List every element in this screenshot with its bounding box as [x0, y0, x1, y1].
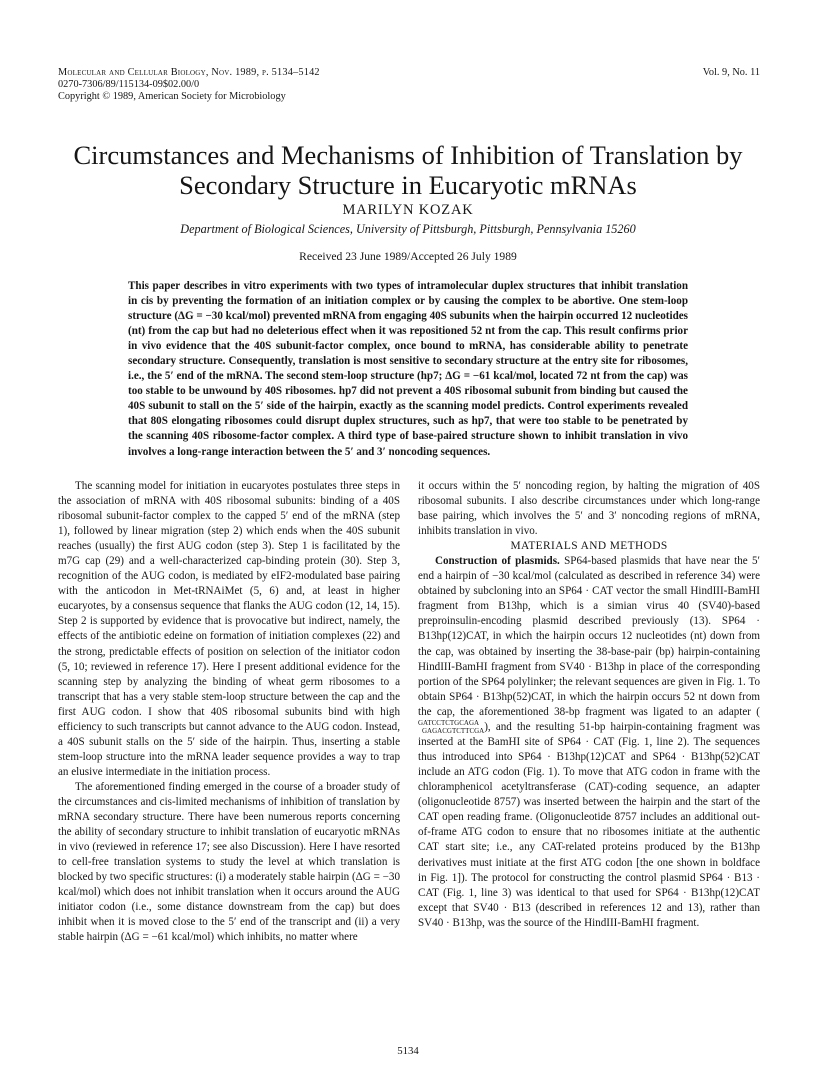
methods-subheading: Construction of plasmids.	[435, 555, 560, 568]
author-affiliation: Department of Biological Sciences, University of Pittsburgh, Pittsburgh, Pennsylvania 15260	[180, 222, 636, 236]
title-line-2: Secondary Structure in Eucaryotic mRNAs	[179, 170, 637, 200]
section-heading: MATERIALS AND METHODS	[510, 540, 668, 553]
received-accepted-dates: Received 23 June 1989/Accepted 26 July 1989	[299, 250, 517, 263]
methods-text-b: ), and the resulting 51-bp hairpin-containing fragment was inserted at the BamHI site of SP64 · CAT (Fig. 1, line 2). The sequences thus introduced into SP64 · B13hp(12)CAT and SP64 · B13hp(52)CAT include an ATG codon (Fig. 1). To move that ATG codon in frame with the chloramphenicol acetyltransferase (CAT)-coding sequence, an adapter (oligonucleotide 8757) was inserted between the hairpin and the start of the CAT open reading frame. (Oligonucleotide 8757 includes an additional out-of-frame ATG codon to ensure that no ribosomes initiate at the authentic CAT start site; i.e., any CAT-related proteins produced by the B13hp derivatives must initiate at the first ATG codon [the one shown in boldface in Fig. 1]). The protocol for constructing the control plasmid SP64 · B13 · CAT (Fig. 1, line 3) was identical to that used for SP64 · B13hp(12)CAT except that SV40 · B13 (described in references 12 and 13), rather than SV40 · B13hp, was the source of the HindIII-BamHI fragment.	[418, 720, 760, 929]
left-column	[58, 479, 400, 945]
intro-paragraph-1: The scanning model for initiation in eucaryotes postulates three steps in the association of mRNA with 40S ribosomal subunits: binding of a 40S ribosomal subunit-factor complex to the capped 5′ end of the mRNA (step 1), followed by linear migration (step 2) which ends when the 40S subunit reaches (usually) the first AUG codon (step 3). Step 1 is facilitated by the m7G cap (29) and a well-characterized cap-binding protein (30). Step 3, recognition of the AUG codon, is mediated by eIF2-modulated base pairing with the anticodon in Met-tRNAiMet (5, 6) and, at least in higher eucaryotes, by a consensus sequence that flanks the AUG codon (12, 14, 15). Step 2 is supported by evidence that is provocative but indirect, namely, the effects of the antibiotic edeine on formation of initiation complexes (22) and the strong, predictable effects of position on selection of the initiator codon (5, 10; reviewed in reference 17). Here I present additional evidence for the scanning step by analyzing the binding of wheat germ ribosomes to a transcript that has a very stable stem-loop structure between the cap and the first AUG codon. I show that 40S ribosomal subunits bind with high efficiency to such transcripts but cannot advance to the AUG codon. Instead, a 40S subunit stalls on the 5′ side of the hairpin. Thus, inserting a stable stem-loop structure into the mRNA leader sequence provides a way to trap an elusive intermediate in the initiation process.	[58, 480, 400, 778]
methods-paragraph-1	[418, 554, 760, 931]
page-number: 5134	[397, 1045, 419, 1057]
abstract: This paper describes in vitro experiments with two types of intramolecular duplex structures that inhibit translation in cis by preventing the formation of an initiation complex or by causing the complex to be abortive. One stem-loop structure (ΔG = −30 kcal/mol) prevented mRNA from engaging 40S subunits when the hairpin occurred 12 nucleotides (nt) from the cap but had no deleterious effect when it was repositioned 52 nt from the cap. This result confirms prior in vivo evidence that the 40S subunit-factor complex, once bound to mRNA, has considerable ability to penetrate secondary structure. Consequently, translation is most sensitive to secondary structure at the entry site for ribosomes, i.e., the 5′ end of the mRNA. The second stem-loop structure (hp7; ΔG = −61 kcal/mol, located 72 nt from the cap) was too stable to be unwound by 40S ribosomes. hp7 did not prevent a 40S ribosomal subunit from binding but caused the 40S subunit to stall on the 5′ side of the hairpin, exactly as the scanning model predicts. Control experiments revealed that 80S elongating ribosomes could disrupt duplex structures, such as hp7, that were too stable to be penetrated by the scanning 40S ribosome-factor complex. A third type of base-paired structure shown to inhibit translation in vivo involves a long-range interaction between the 5′ and 3′ noncoding sequences.	[128, 280, 688, 458]
author-name: MARILYN KOZAK	[342, 202, 474, 218]
adapter-bottom-strand: GAGACGTCTTCGA	[422, 726, 485, 735]
adapter-top-strand: GATCCTCTGCAGA	[418, 719, 480, 728]
volume-issue: Vol. 9, No. 11	[702, 67, 760, 78]
issn-line: 0270-7306/89/115134-09$02.00/0	[58, 79, 200, 90]
journal-citation: Molecular and Cellular Biology, Nov. 1989, p. 5134–5142	[58, 67, 320, 78]
intro-paragraph-2: The aforementioned finding emerged in the course of a broader study of the circumstances and cis-limited mechanisms of inhibition of translation by mRNA secondary structure. There have been numerous reports concerning the ability of secondary structure to inhibit translation of eucaryotic mRNAs in vivo (reviewed in reference 17; see also Discussion). Here I have resorted to cell-free translation systems to study the level at which translation is blocked by two specific structures: (i) a moderately stable hairpin (ΔG = −30 kcal/mol) which does not inhibit translation when it occurs around the AUG initiator codon (i.e., some distance downstream from the cap) but does inhibit when it is moved close to the 5′ end of the transcript and (ii) a very stable hairpin (ΔG = −61 kcal/mol) which inhibits, no matter where	[58, 780, 400, 944]
right-column	[418, 479, 760, 931]
intro-paragraph-3: it occurs within the 5′ noncoding region, by halting the migration of 40S ribosomal subunits. I also describe circumstances under which long-range base pairing, which involves the 5′ and 3′ noncoding regions of mRNA, inhibits translation in vivo.	[418, 480, 760, 538]
title-line-1: Circumstances and Mechanisms of Inhibition of Translation by	[73, 140, 743, 170]
adapter-sequence	[418, 720, 484, 735]
copyright-line: Copyright © 1989, American Society for Microbiology	[58, 91, 286, 102]
methods-text-a: SP64-based plasmids that have near the 5′ end a hairpin of −30 kcal/mol (calculated as described in reference 34) were obtained by subcloning into an SP64 · CAT vector the small HindIII-BamHI fragment from B13hp, which is a simian virus 40 (SV40)-based preproinsulin-encoding plasmid described previously (13). SP64 · B13hp(12)CAT, in which the hairpin occurs 12 nucleotides (nt) down from the cap, was obtained by inserting the 38-base-pair (bp) hairpin-containing HindIII-BamHI fragment from SV40 · B13hp in place of the corresponding portion of the SP64 polylinker; the relevant sequences are given in Fig. 1. To obtain SP64 · B13hp(52)CAT, in which the hairpin occurs 52 nt down from the cap, the aforementioned 38-bp fragment was ligated to an adapter (	[418, 555, 760, 718]
article-title	[40, 140, 776, 200]
